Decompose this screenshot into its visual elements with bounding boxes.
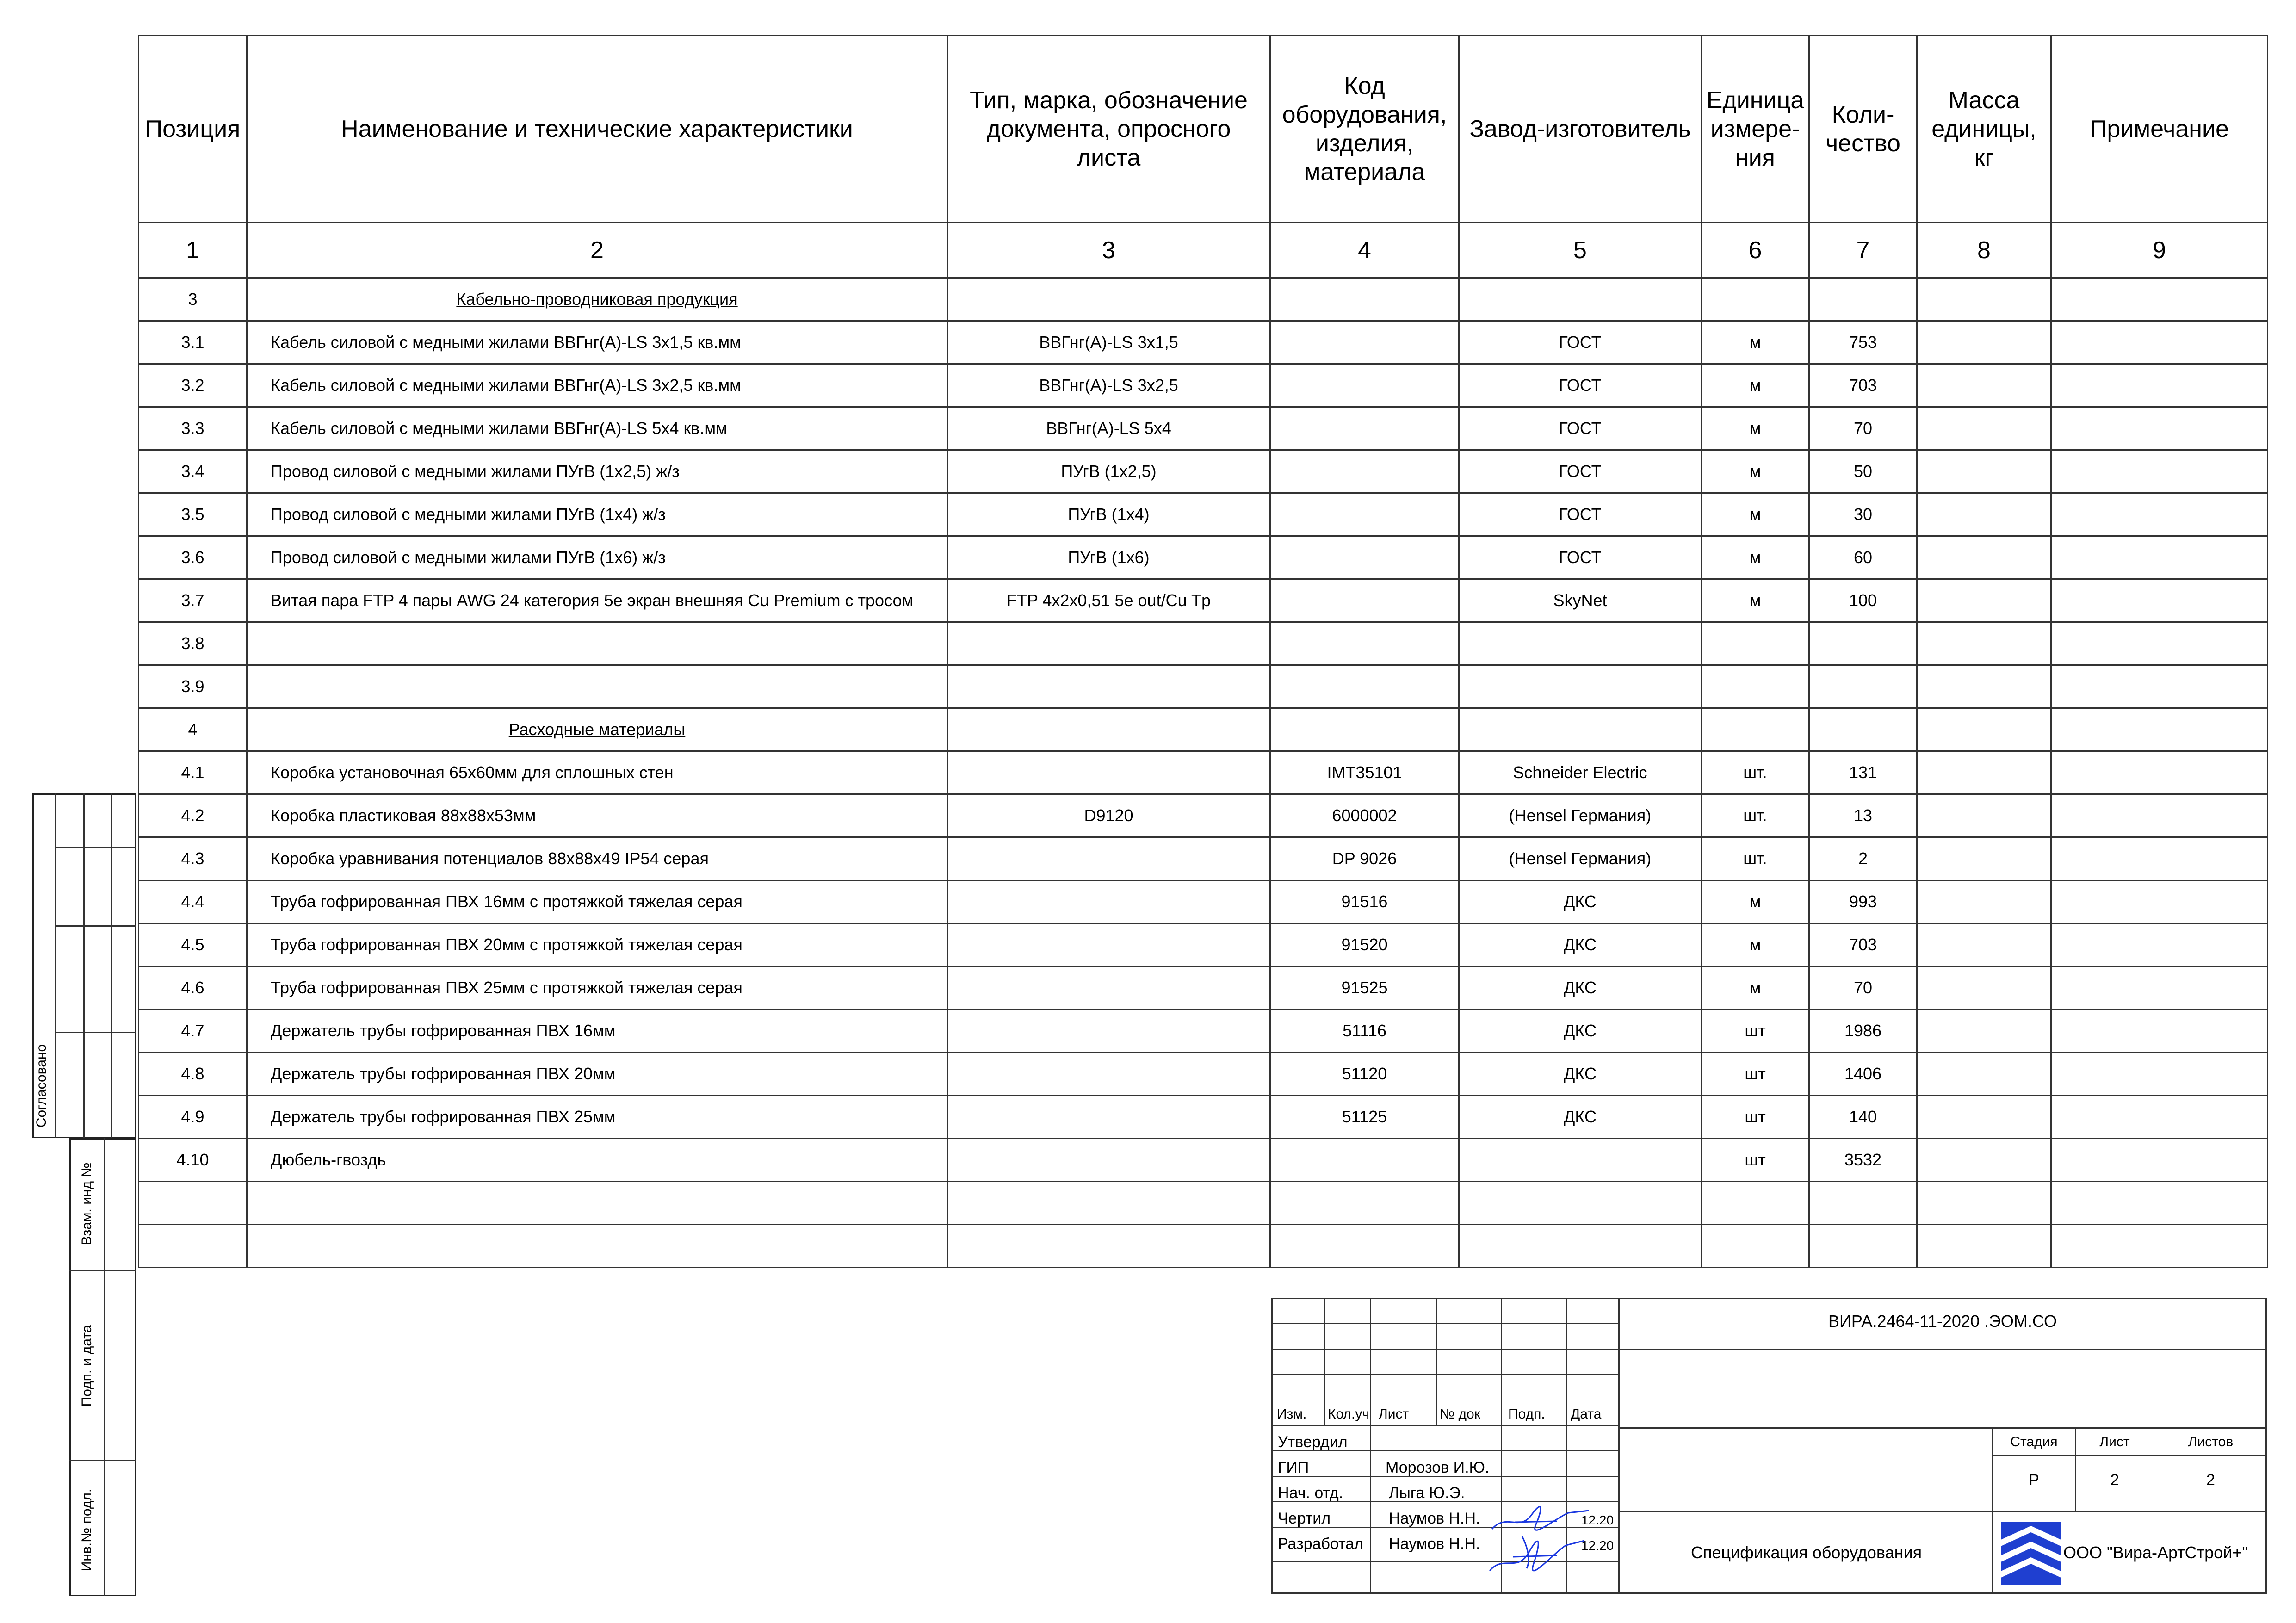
cell-unit: м [1702, 880, 1809, 923]
section-title: Расходные материалы [508, 720, 686, 739]
cell-note [2051, 1139, 2268, 1182]
cell-unit: м [1702, 364, 1809, 407]
cell-qty: 50 [1809, 450, 1917, 493]
cell-note [2051, 708, 2268, 751]
company-name: ООО "Вира-АртСтрой+" [2063, 1543, 2248, 1562]
cell-mass [1917, 493, 2051, 536]
table-row [139, 794, 2268, 837]
cell-maker [1459, 622, 1702, 665]
cell-name: Коробка уравнивания потенциалов 88х88х49 IP54 серая [247, 837, 947, 880]
cell-note [2051, 1010, 2268, 1053]
cell-maker: ДКС [1459, 966, 1702, 1010]
column-number: 9 [2051, 223, 2268, 278]
cell-qty: 2 [1809, 837, 1917, 880]
cell-unit [1702, 1182, 1809, 1225]
vzam-label: Взам. инд № [79, 1162, 94, 1245]
cell-code: 6000002 [1270, 794, 1459, 837]
table-row [139, 493, 2268, 536]
cell-maker: (Hensel Германия) [1459, 837, 1702, 880]
table-row [139, 1139, 2268, 1182]
cell-type [947, 1182, 1270, 1225]
cell-mass [1917, 1182, 2051, 1225]
cell-type [947, 923, 1270, 966]
cell-code: 51116 [1270, 1010, 1459, 1053]
cell-code [1270, 364, 1459, 407]
name-head: Лыга Ю.Э. [1389, 1484, 1465, 1502]
table-row [139, 1053, 2268, 1096]
cell-code [1270, 622, 1459, 665]
name-drawn: Наумов Н.Н. [1389, 1510, 1480, 1527]
cell-maker: (Hensel Германия) [1459, 794, 1702, 837]
cell-position [139, 1182, 247, 1225]
cell-qty: 30 [1809, 493, 1917, 536]
agreed-label: Согласовано [34, 1044, 49, 1128]
cell-position: 3.3 [139, 407, 247, 450]
column-number: 1 [139, 223, 247, 278]
cell-unit [1702, 708, 1809, 751]
cell-unit: шт [1702, 1010, 1809, 1053]
table-row [139, 364, 2268, 407]
column-number: 8 [1917, 223, 2051, 278]
cell-position: 4.1 [139, 751, 247, 794]
cell-mass [1917, 1096, 2051, 1139]
table-row [139, 1010, 2268, 1053]
cell-name [247, 278, 947, 321]
cell-maker: ДКС [1459, 1096, 1702, 1139]
cell-type: ВВГнг(А)-LS 3х2,5 [947, 364, 1270, 407]
table-row [139, 1182, 2268, 1225]
sheets-label: Листов [2188, 1434, 2234, 1450]
cell-position: 4.10 [139, 1139, 247, 1182]
table-row [139, 407, 2268, 450]
cell-type [947, 1139, 1270, 1182]
podp-label: Подп. и дата [79, 1325, 94, 1407]
cell-code: IMT35101 [1270, 751, 1459, 794]
cell-mass [1917, 708, 2051, 751]
header-note: Примечание [2051, 36, 2268, 223]
cell-note [2051, 923, 2268, 966]
cell-name: Кабель силовой с медными жилами ВВГнг(А)-LS 3х2,5 кв.мм [247, 364, 947, 407]
cell-unit: шт. [1702, 837, 1809, 880]
cell-type: ПУгВ (1х2,5) [947, 450, 1270, 493]
name-developed: Наумов Н.Н. [1389, 1535, 1480, 1553]
cell-code [1270, 278, 1459, 321]
cell-qty: 753 [1809, 321, 1917, 364]
cell-type [947, 1225, 1270, 1268]
cell-position: 3 [139, 278, 247, 321]
cell-type [947, 837, 1270, 880]
cell-type: ВВГнг(А)-LS 5х4 [947, 407, 1270, 450]
cell-unit: шт. [1702, 794, 1809, 837]
cell-position: 4.4 [139, 880, 247, 923]
cell-note [2051, 407, 2268, 450]
header-name: Наименование и технические характеристики [247, 36, 947, 223]
table-row [139, 923, 2268, 966]
cell-type: ВВГнг(А)-LS 3х1,5 [947, 321, 1270, 364]
cell-note [2051, 1053, 2268, 1096]
cell-unit: м [1702, 923, 1809, 966]
cell-qty [1809, 665, 1917, 708]
column-number: 5 [1459, 223, 1702, 278]
cell-unit [1702, 665, 1809, 708]
cell-qty: 100 [1809, 579, 1917, 622]
cell-position: 4.5 [139, 923, 247, 966]
cell-unit [1702, 1225, 1809, 1268]
cell-name: Провод силовой с медными жилами ПУгВ (1х4) ж/з [247, 493, 947, 536]
cell-name: Труба гофрированная ПВХ 16мм с протяжкой тяжелая серая [247, 880, 947, 923]
cell-unit: шт [1702, 1096, 1809, 1139]
header-maker: Завод-изготовитель [1459, 36, 1702, 223]
cell-unit: шт. [1702, 751, 1809, 794]
cell-name: Держатель трубы гофрированная ПВХ 20мм [247, 1053, 947, 1096]
role-head: Нач. отд. [1278, 1484, 1343, 1502]
cell-position [139, 1225, 247, 1268]
company-logo-icon [2001, 1522, 2061, 1585]
cell-note [2051, 450, 2268, 493]
cell-note [2051, 364, 2268, 407]
cell-note [2051, 1096, 2268, 1139]
table-row [139, 536, 2268, 579]
header-row [139, 36, 2268, 223]
cell-unit: шт [1702, 1139, 1809, 1182]
stage-label: Стадия [2010, 1434, 2058, 1450]
cell-maker [1459, 708, 1702, 751]
cell-maker: SkyNet [1459, 579, 1702, 622]
cell-position: 3.9 [139, 665, 247, 708]
role-developed: Разработал [1278, 1535, 1364, 1553]
cell-position: 4.3 [139, 837, 247, 880]
inv-label: Инв.№ подл. [79, 1488, 94, 1572]
table-row [139, 665, 2268, 708]
column-number: 2 [247, 223, 947, 278]
cell-code [1270, 579, 1459, 622]
col-podp: Подп. [1508, 1406, 1545, 1422]
cell-code [1270, 665, 1459, 708]
table-row [139, 321, 2268, 364]
doc-code: ВИРА.2464-11-2020 .ЭОМ.СО [1828, 1312, 2057, 1331]
column-number: 7 [1809, 223, 1917, 278]
cell-qty: 70 [1809, 407, 1917, 450]
sheet-value: 2 [2110, 1471, 2119, 1489]
cell-maker: ГОСТ [1459, 493, 1702, 536]
date-drawn: 12.20 [1581, 1513, 1614, 1527]
cell-qty [1809, 278, 1917, 321]
col-kol: Кол.уч [1328, 1406, 1369, 1422]
cell-unit: м [1702, 966, 1809, 1010]
cell-code [1270, 1182, 1459, 1225]
cell-type [947, 278, 1270, 321]
cell-position: 4.9 [139, 1096, 247, 1139]
table-row [139, 751, 2268, 794]
header-code: Код оборудования, изделия, материала [1270, 36, 1459, 223]
cell-name: Кабель силовой с медными жилами ВВГнг(А)-LS 5х4 кв.мм [247, 407, 947, 450]
cell-maker: ГОСТ [1459, 364, 1702, 407]
cell-code: 51125 [1270, 1096, 1459, 1139]
cell-position: 3.6 [139, 536, 247, 579]
cell-position: 3.4 [139, 450, 247, 493]
cell-mass [1917, 966, 2051, 1010]
cell-qty: 60 [1809, 536, 1917, 579]
cell-name [247, 665, 947, 708]
table-row [139, 708, 2268, 751]
table-row [139, 837, 2268, 880]
cell-mass [1917, 321, 2051, 364]
cell-maker: Schneider Electric [1459, 751, 1702, 794]
cell-position: 4.8 [139, 1053, 247, 1096]
cell-type [947, 708, 1270, 751]
cell-name: Держатель трубы гофрированная ПВХ 16мм [247, 1010, 947, 1053]
cell-mass [1917, 622, 2051, 665]
cell-position: 4.7 [139, 1010, 247, 1053]
cell-code: 91520 [1270, 923, 1459, 966]
cell-code [1270, 1225, 1459, 1268]
section-title: Кабельно-проводниковая продукция [456, 290, 738, 309]
header-type: Тип, марка, обозначение документа, опросного листа [947, 36, 1270, 223]
date-developed: 12.20 [1581, 1538, 1614, 1553]
cell-unit: м [1702, 450, 1809, 493]
cell-mass [1917, 1139, 2051, 1182]
cell-name: Труба гофрированная ПВХ 25мм с протяжкой тяжелая серая [247, 966, 947, 1010]
cell-name: Труба гофрированная ПВХ 20мм с протяжкой тяжелая серая [247, 923, 947, 966]
cell-position: 3.1 [139, 321, 247, 364]
cell-note [2051, 536, 2268, 579]
header-position: Позиция [139, 36, 247, 223]
cell-maker [1459, 665, 1702, 708]
cell-mass [1917, 837, 2051, 880]
cell-mass [1917, 450, 2051, 493]
name-gip: Морозов И.Ю. [1386, 1459, 1490, 1476]
cell-name [247, 622, 947, 665]
cell-mass [1917, 536, 2051, 579]
cell-name: Коробка установочная 65х60мм для сплошных стен [247, 751, 947, 794]
cell-note [2051, 966, 2268, 1010]
table-row [139, 278, 2268, 321]
cell-mass [1917, 1225, 2051, 1268]
cell-qty [1809, 1225, 1917, 1268]
cell-position: 3.8 [139, 622, 247, 665]
table-row [139, 1096, 2268, 1139]
cell-qty [1809, 1182, 1917, 1225]
cell-code [1270, 407, 1459, 450]
col-ndoc: № док [1440, 1406, 1480, 1422]
cell-maker: ГОСТ [1459, 536, 1702, 579]
cell-qty: 13 [1809, 794, 1917, 837]
column-number: 3 [947, 223, 1270, 278]
cell-unit [1702, 278, 1809, 321]
cell-mass [1917, 579, 2051, 622]
cell-note [2051, 278, 2268, 321]
cell-maker [1459, 1182, 1702, 1225]
cell-unit [1702, 622, 1809, 665]
cell-qty: 703 [1809, 923, 1917, 966]
cell-unit: м [1702, 407, 1809, 450]
cell-qty: 140 [1809, 1096, 1917, 1139]
cell-type: D9120 [947, 794, 1270, 837]
cell-maker [1459, 1225, 1702, 1268]
stage-value: Р [2029, 1471, 2039, 1489]
cell-type [947, 665, 1270, 708]
cell-name: Дюбель-гвоздь [247, 1139, 947, 1182]
cell-name: Провод силовой с медными жилами ПУгВ (1х6) ж/з [247, 536, 947, 579]
cell-qty: 1986 [1809, 1010, 1917, 1053]
cell-note [2051, 837, 2268, 880]
header-qty: Коли-чество [1809, 36, 1917, 223]
cell-type [947, 751, 1270, 794]
cell-name: Кабель силовой с медными жилами ВВГнг(А)-LS 3х1,5 кв.мм [247, 321, 947, 364]
cell-mass [1917, 1010, 2051, 1053]
role-gip: ГИП [1278, 1459, 1309, 1476]
table-row [139, 1225, 2268, 1268]
cell-mass [1917, 364, 2051, 407]
cell-code [1270, 450, 1459, 493]
cell-code: 91525 [1270, 966, 1459, 1010]
cell-unit: м [1702, 321, 1809, 364]
cell-unit: м [1702, 536, 1809, 579]
table-row [139, 622, 2268, 665]
cell-mass [1917, 1053, 2051, 1096]
cell-type [947, 622, 1270, 665]
cell-maker: ДКС [1459, 880, 1702, 923]
cell-mass [1917, 794, 2051, 837]
cell-qty: 993 [1809, 880, 1917, 923]
cell-maker: ГОСТ [1459, 407, 1702, 450]
cell-name [247, 1225, 947, 1268]
cell-mass [1917, 923, 2051, 966]
cell-position: 3.5 [139, 493, 247, 536]
header-mass: Масса единицы, кг [1917, 36, 2051, 223]
cell-mass [1917, 278, 2051, 321]
table-row [139, 450, 2268, 493]
cell-type [947, 1010, 1270, 1053]
table-row [139, 966, 2268, 1010]
col-izm: Изм. [1277, 1406, 1307, 1422]
cell-mass [1917, 880, 2051, 923]
cell-name: Коробка пластиковая 88х88х53мм [247, 794, 947, 837]
cell-qty: 703 [1809, 364, 1917, 407]
col-list: Лист [1379, 1406, 1409, 1422]
cell-qty: 1406 [1809, 1053, 1917, 1096]
column-number: 6 [1702, 223, 1809, 278]
cell-qty [1809, 622, 1917, 665]
cell-name: Провод силовой с медными жилами ПУгВ (1х2,5) ж/з [247, 450, 947, 493]
sheets-value: 2 [2206, 1471, 2215, 1489]
column-number: 4 [1270, 223, 1459, 278]
cell-code: 51120 [1270, 1053, 1459, 1096]
cell-maker: ГОСТ [1459, 321, 1702, 364]
cell-name [247, 708, 947, 751]
cell-maker: ГОСТ [1459, 450, 1702, 493]
cell-position: 4.2 [139, 794, 247, 837]
cell-qty: 3532 [1809, 1139, 1917, 1182]
specification-table [138, 35, 2268, 1268]
role-drawn: Чертил [1278, 1510, 1331, 1527]
column-number-row [139, 223, 2268, 278]
cell-note [2051, 321, 2268, 364]
cell-code [1270, 321, 1459, 364]
cell-qty: 131 [1809, 751, 1917, 794]
cell-mass [1917, 665, 2051, 708]
cell-mass [1917, 751, 2051, 794]
cell-maker: ДКС [1459, 923, 1702, 966]
cell-note [2051, 579, 2268, 622]
table-row [139, 579, 2268, 622]
cell-position: 4 [139, 708, 247, 751]
cell-type: ПУгВ (1х4) [947, 493, 1270, 536]
cell-position: 4.6 [139, 966, 247, 1010]
cell-note [2051, 493, 2268, 536]
cell-type [947, 966, 1270, 1010]
cell-maker [1459, 1139, 1702, 1182]
cell-unit: м [1702, 579, 1809, 622]
cell-maker [1459, 278, 1702, 321]
cell-note [2051, 622, 2268, 665]
role-approved: Утвердил [1278, 1433, 1348, 1451]
cell-type: FTP 4х2х0,51 5е out/Cu Tp [947, 579, 1270, 622]
doc-title: Спецификация оборудования [1691, 1543, 1922, 1562]
cell-position: 3.2 [139, 364, 247, 407]
cell-code [1270, 493, 1459, 536]
cell-note [2051, 880, 2268, 923]
cell-code: DP 9026 [1270, 837, 1459, 880]
cell-type [947, 880, 1270, 923]
header-unit: Единица измере-ния [1702, 36, 1809, 223]
cell-note [2051, 1182, 2268, 1225]
signature-developed [1480, 1527, 1591, 1578]
cell-code [1270, 536, 1459, 579]
cell-code: 91516 [1270, 880, 1459, 923]
cell-type [947, 1053, 1270, 1096]
cell-note [2051, 794, 2268, 837]
col-date: Дата [1571, 1406, 1602, 1422]
cell-maker: ДКС [1459, 1010, 1702, 1053]
cell-qty [1809, 708, 1917, 751]
cell-position: 3.7 [139, 579, 247, 622]
cell-unit: шт [1702, 1053, 1809, 1096]
cell-name [247, 1182, 947, 1225]
cell-unit: м [1702, 493, 1809, 536]
cell-name: Витая пара FTP 4 пары AWG 24 категория 5е экран внешняя Cu Premium с тросом [247, 579, 947, 622]
sheet-label: Лист [2099, 1434, 2130, 1450]
cell-maker: ДКС [1459, 1053, 1702, 1096]
cell-qty: 70 [1809, 966, 1917, 1010]
cell-name: Держатель трубы гофрированная ПВХ 25мм [247, 1096, 947, 1139]
cell-type [947, 1096, 1270, 1139]
table-row [139, 880, 2268, 923]
cell-code [1270, 708, 1459, 751]
cell-type: ПУгВ (1х6) [947, 536, 1270, 579]
cell-note [2051, 751, 2268, 794]
cell-mass [1917, 407, 2051, 450]
cell-note [2051, 665, 2268, 708]
cell-note [2051, 1225, 2268, 1268]
cell-code [1270, 1139, 1459, 1182]
